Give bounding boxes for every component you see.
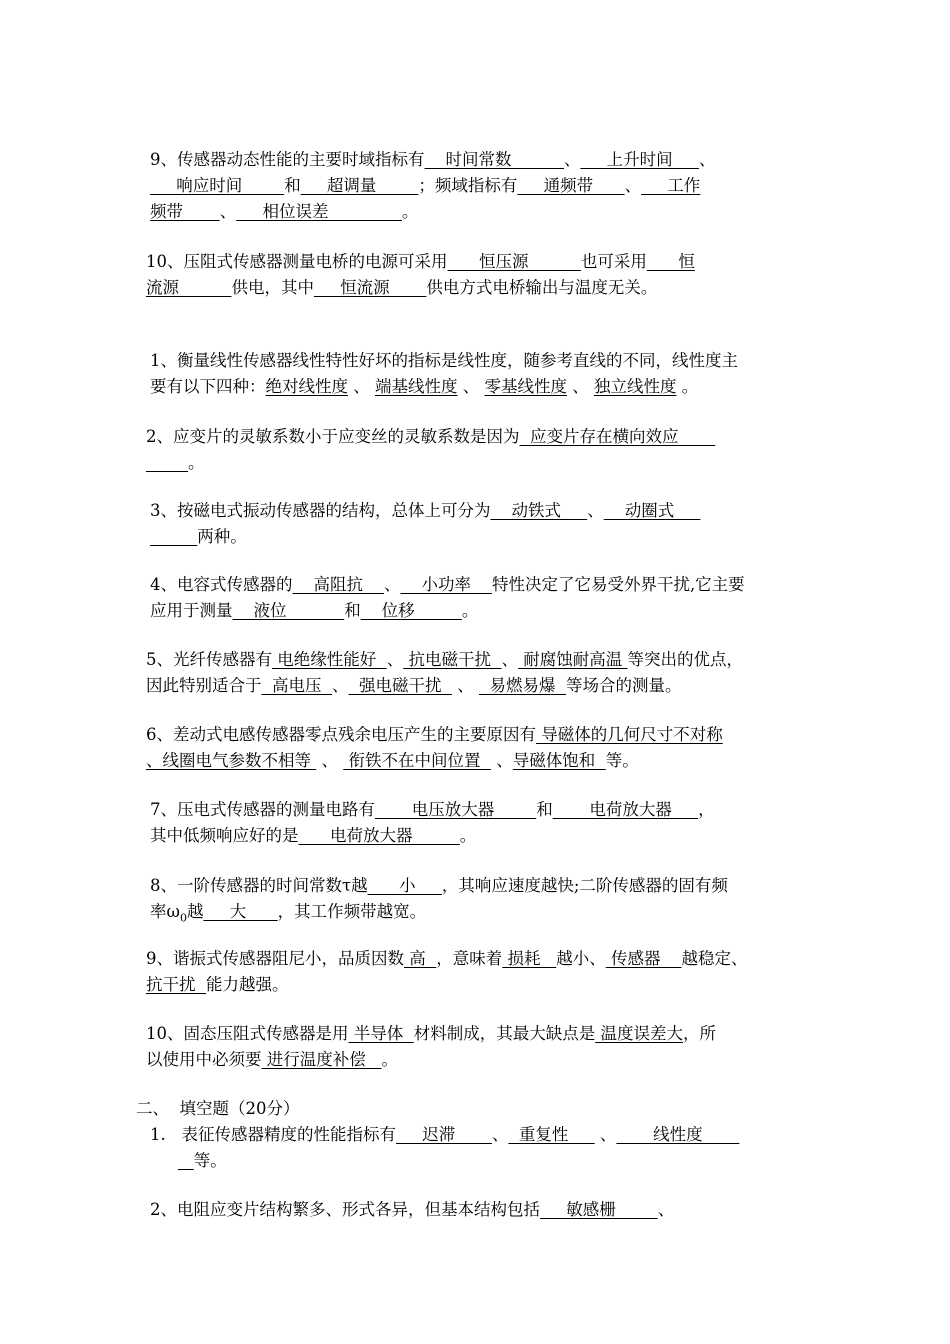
question-text: 9、谐振式传感器阻尼小，品质因数: [146, 949, 404, 968]
question-text: 越: [186, 902, 204, 921]
answer-blank: 大: [203, 902, 278, 921]
answer-blank: [146, 453, 188, 472]
question-text: 、: [386, 650, 404, 669]
question-text: 二、 填空题（20分）: [136, 1099, 300, 1118]
text-line: [150, 525, 247, 549]
answer-blank: 传感器: [605, 949, 682, 968]
answer-blank: 衔铁不在中间位置: [343, 751, 491, 770]
question-text: 越小、: [556, 949, 606, 968]
text-line: [150, 798, 715, 822]
question-text: 。: [676, 377, 699, 396]
answer-blank: 通频带: [517, 176, 625, 195]
text-line: [150, 499, 700, 523]
answer-blank: 绝对线性度: [265, 377, 348, 396]
question-text: 因此特别适合于: [146, 676, 262, 695]
text-line: [146, 1048, 398, 1072]
text-line: [146, 723, 723, 747]
answer-blank: 电压放大器: [375, 800, 537, 819]
question-text: ，意味着: [436, 949, 503, 968]
question-text: 材料制成，其最大缺点是: [413, 1024, 596, 1043]
question-text: 。: [381, 1050, 398, 1069]
text-line: [150, 573, 745, 597]
text-line: [150, 375, 698, 399]
answer-blank: 小功率: [400, 575, 492, 594]
question-text: 和: [284, 176, 301, 195]
answer-blank: 零基线性度: [484, 377, 567, 396]
text-line: [150, 174, 700, 198]
question-text: ，其工作频带越宽。: [277, 902, 427, 921]
question-text: 其中低频响应好的是: [150, 826, 299, 845]
question-text: 和: [536, 800, 553, 819]
text-line: [146, 1022, 716, 1046]
question-text: 2、电阻应变片结构繁多、形式各异，但基本结构包括: [150, 1200, 540, 1219]
question-text: 、: [491, 1125, 509, 1144]
answer-blank: 恒压源: [447, 252, 581, 271]
text-line: [136, 1097, 300, 1121]
question-text: 、: [594, 1125, 617, 1144]
question-text: 、: [383, 575, 401, 594]
question-text: 两种。: [197, 527, 247, 546]
answer-blank: 动铁式: [490, 501, 588, 520]
answer-blank: 强电磁干扰: [348, 676, 452, 695]
answer-blank: 位移: [360, 601, 462, 620]
question-text: 4、电容式传感器的: [150, 575, 293, 594]
answer-blank: 独立线性度: [594, 377, 677, 396]
answer-blank: 、线圈电气参数不相等: [146, 751, 317, 770]
answer-blank: 进行温度补偿: [261, 1050, 382, 1069]
answer-blank: 抗电磁干扰: [403, 650, 502, 669]
answer-blank: 动圈式: [603, 501, 701, 520]
text-line: [150, 900, 426, 924]
text-line: [146, 276, 657, 300]
question-text: 等。: [605, 751, 639, 770]
question-text: 也可采用: [580, 252, 647, 271]
question-text: 、: [491, 751, 513, 770]
text-line: [150, 349, 738, 373]
answer-blank: 工作: [641, 176, 701, 195]
question-text: 。: [187, 453, 205, 472]
text-line: [146, 250, 695, 274]
text-line: [150, 874, 728, 898]
text-line: [146, 749, 639, 773]
answer-blank: 小: [367, 876, 442, 895]
question-text: 和: [344, 601, 361, 620]
question-text: 、: [457, 377, 485, 396]
answer-blank: 导磁体的几何尺寸不对称: [536, 725, 723, 744]
text-line: [150, 1123, 739, 1147]
text-line: [146, 674, 681, 698]
question-text: 6、差动式电感传感器零点残余电压产生的主要原因有: [146, 725, 536, 744]
answer-blank: 高阻抗: [292, 575, 384, 594]
answer-blank: 重复性: [508, 1125, 595, 1144]
text-line: [150, 1198, 674, 1222]
question-text: 。: [401, 202, 419, 221]
answer-blank: 高: [404, 949, 437, 968]
answer-blank: 电荷放大器: [552, 800, 699, 819]
question-text: 5、光纤传感器有: [146, 650, 272, 669]
answer-blank: 损耗: [502, 949, 557, 968]
answer-blank: 相位误差: [236, 202, 402, 221]
answer-blank: 电荷放大器: [298, 826, 460, 845]
answer-blank: 易燃易爆: [478, 676, 566, 695]
answer-blank: 耐腐蚀耐高温: [518, 650, 628, 669]
text-line: [178, 1149, 227, 1173]
question-text: 等场合的测量。: [565, 676, 682, 695]
text-line: [146, 425, 715, 449]
question-text: 率ω: [150, 902, 180, 921]
question-text: ；频域指标有: [418, 176, 518, 195]
answer-blank: 高电压: [261, 676, 332, 695]
question-text: 。: [461, 601, 479, 620]
answer-blank: 半导体: [348, 1024, 414, 1043]
answer-blank: 端基线性度: [375, 377, 458, 396]
question-text: 、: [451, 676, 479, 695]
question-text: 、: [657, 1200, 675, 1219]
question-text: ，所: [683, 1024, 716, 1043]
answer-blank: 应变片存在横向效应: [519, 427, 716, 446]
text-line: [150, 599, 478, 623]
answer-blank: 温度误差大: [595, 1024, 683, 1043]
question-text: 、: [219, 202, 237, 221]
text-line: [146, 973, 289, 997]
question-text: 要有以下四种：: [150, 377, 266, 396]
question-text: 、: [501, 650, 518, 669]
question-text: 、: [563, 150, 581, 169]
question-text: 供电方式电桥输出与温度无关。: [426, 278, 658, 297]
question-text: 。: [459, 826, 477, 845]
question-text: 8、一阶传感器的时间常数τ越: [150, 876, 368, 895]
answer-blank: 频带: [150, 202, 220, 221]
question-text: ，: [698, 800, 715, 819]
question-text: 、: [348, 377, 375, 396]
text-line: [150, 148, 715, 172]
answer-blank: 导磁体饱和: [512, 751, 606, 770]
answer-blank: 电绝缘性能好: [272, 650, 387, 669]
answer-blank: [150, 527, 197, 546]
question-text: 9、传感器动态性能的主要时域指标有: [150, 150, 425, 169]
question-text: 能力越强。: [206, 975, 289, 994]
answer-blank: 恒: [646, 252, 695, 271]
question-text: 等。: [193, 1151, 227, 1170]
question-text: 应用于测量: [150, 601, 233, 620]
answer-blank: 超调量: [300, 176, 419, 195]
question-text: 1、衡量线性传感器线性特性好坏的指标是线性度，随参考直线的不同，线性度主: [150, 351, 738, 370]
question-text: 10、压阻式传感器测量电桥的电源可采用: [146, 252, 448, 271]
answer-blank: 恒流源: [313, 278, 427, 297]
text-line: [146, 947, 747, 971]
question-text: 、: [698, 150, 716, 169]
question-text: 3、按磁电式振动传感器的结构，总体上可分为: [150, 501, 491, 520]
question-text: 10、固态压阻式传感器是用: [146, 1024, 349, 1043]
question-text: 以使用中必须要: [146, 1050, 262, 1069]
text-line: [150, 824, 476, 848]
answer-blank: 时间常数: [424, 150, 564, 169]
question-text: 、: [567, 377, 594, 396]
answer-blank: 响应时间: [150, 176, 285, 195]
question-text: 1. 表征传感器精度的性能指标有: [150, 1125, 396, 1144]
text-line: [146, 451, 204, 475]
question-text: 等突出的优点，: [627, 650, 743, 669]
question-text: 0: [179, 911, 187, 925]
answer-blank: 敏感栅: [540, 1200, 658, 1219]
question-text: 越稳定、: [681, 949, 748, 968]
question-text: 特性决定了它易受外界干扰,它主要: [491, 575, 745, 594]
question-text: 、: [316, 751, 344, 770]
answer-blank: 上升时间: [580, 150, 699, 169]
text-line: [150, 200, 418, 224]
answer-blank: 抗干扰: [146, 975, 206, 994]
question-text: 、: [331, 676, 349, 695]
question-text: 、: [624, 176, 642, 195]
question-text: 供电，其中: [231, 278, 314, 297]
question-text: 、: [587, 501, 604, 520]
answer-blank: 迟滞: [395, 1125, 492, 1144]
answer-blank: 线性度: [616, 1125, 740, 1144]
text-line: [146, 648, 743, 672]
answer-blank: 液位: [232, 601, 345, 620]
question-text: 7、压电式传感器的测量电路有: [150, 800, 375, 819]
answer-blank: [178, 1151, 194, 1170]
question-text: 2、应变片的灵敏系数小于应变丝的灵敏系数是因为: [146, 427, 520, 446]
question-text: ，其响应速度越快;二阶传感器的固有频: [441, 876, 728, 895]
answer-blank: 流源: [146, 278, 232, 297]
